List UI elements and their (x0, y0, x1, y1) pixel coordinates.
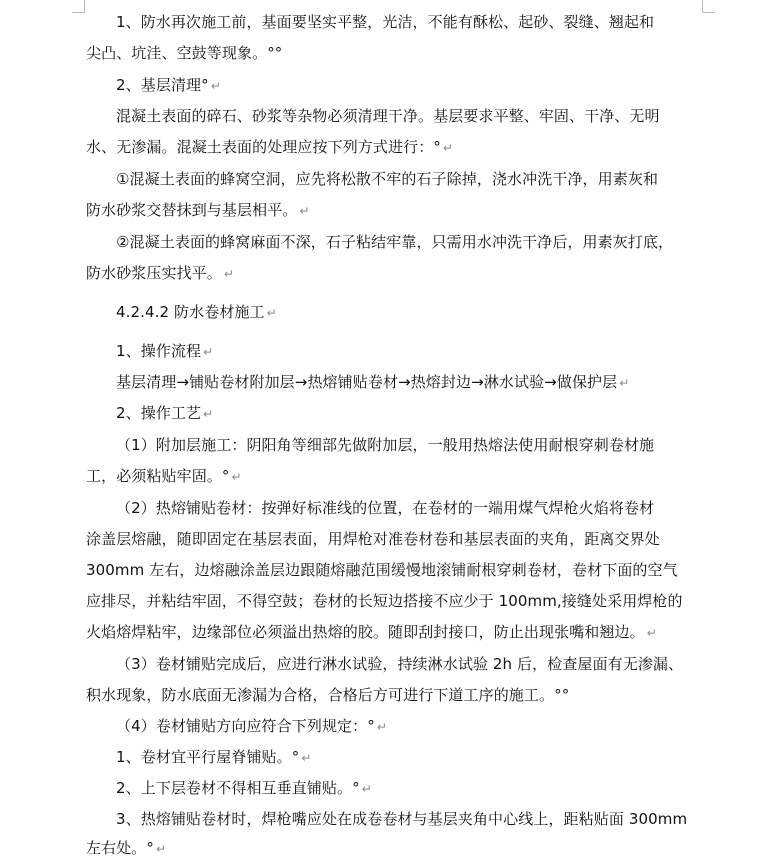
text-line-22: 积水现象，防水底面无渗漏为合格，合格后方可进行下道工序的施工。°° (86, 686, 570, 704)
text-line-12: 基层清理→铺贴卷材附加层→热熔铺贴卷材→热熔封边→淋水试验→做保护层 ↵ (116, 373, 630, 391)
text-line-9: 防水砂浆压实找平。 ↵ (86, 264, 235, 282)
text-line-4: 混凝土表面的碎石、砂浆等杂物必须清理干净。基层要求平整、牢固、干净、无明 (116, 107, 660, 125)
text-line-1: 1、防水再次施工前，基面要坚实平整，光洁，不能有酥松、起砂、裂缝、翘起和 (116, 13, 655, 31)
text-line-13: 2、操作工艺 ↵ (116, 404, 214, 422)
text-line-25: 2、上下层卷材不得相互垂直铺贴。° ↵ (116, 779, 372, 797)
text-line-20: 火焰熔焊粘牢，边缘部位必须溢出热熔的胶。随即刮封接口，防止出现张嘴和翘边。 ↵ (86, 623, 657, 641)
text-line-24: 1、卷材宜平行屋脊铺贴。° ↵ (116, 748, 312, 766)
text-line-3: 2、基层清理° ↵ (116, 76, 221, 94)
text-line-21: （3）卷材铺贴完成后，应进行淋水试验，持续淋水试验 2h 后，检查屋面有无渗漏、 (116, 655, 684, 673)
text-line-15: 工，必须粘贴牢固。° ↵ (86, 467, 242, 485)
text-line-23: （4）卷材铺贴方向应符合下列规定：° ↵ (116, 717, 388, 735)
text-line-7: 防水砂浆交替抹到与基层相平。 ↵ (86, 201, 310, 219)
text-line-11: 1、操作流程 ↵ (116, 342, 214, 360)
text-line-18: 300mm 左右，边熔融涂盖层边跟随熔融范围缓慢地滚铺耐根穿刺卷材，卷材下面的空气 (86, 561, 678, 579)
section-heading: 4.2.4.2 防水卷材施工 ↵ (116, 303, 277, 321)
crop-mark-top-left (72, 0, 85, 13)
text-line-8: ②混凝土表面的蜂窝麻面不深，石子粘结牢靠，只需用水冲洗干净后，用素灰打底， (116, 233, 674, 251)
text-line-16: （2）热熔铺贴卷材：按弹好标准线的位置，在卷材的一端用煤气焊枪火焰将卷材 (116, 499, 655, 517)
text-line-26: 3、热熔铺贴卷材时，焊枪嘴应处在成卷卷材与基层夹角中心线上，距粘贴面 300mm (116, 810, 688, 828)
text-line-5: 水、无渗漏。混凝土表面的处理应按下列方式进行：° ↵ (86, 138, 454, 156)
text-line-27: 左右处。° ↵ (86, 839, 167, 857)
text-line-14: （1）附加层施工：阴阳角等细部先做附加层，一般用热熔法使用耐根穿刺卷材施 (116, 436, 655, 454)
text-line-19: 应排尽，并粘结牢固，不得空鼓；卷材的长短边搭接不应少于 100mm,接缝处采用焊枪的 (86, 592, 683, 610)
text-line-2: 尖凸、坑洼、空鼓等现象。°° (86, 44, 283, 62)
text-line-17: 涂盖层熔融，随即固定在基层表面，用焊枪对准卷材卷和基层表面的夹角，距离交界处 (86, 530, 660, 548)
text-line-6: ①混凝土表面的蜂窝空洞，应先将松散不牢的石子除掉，浇水冲洗干净，用素灰和 (116, 170, 659, 188)
